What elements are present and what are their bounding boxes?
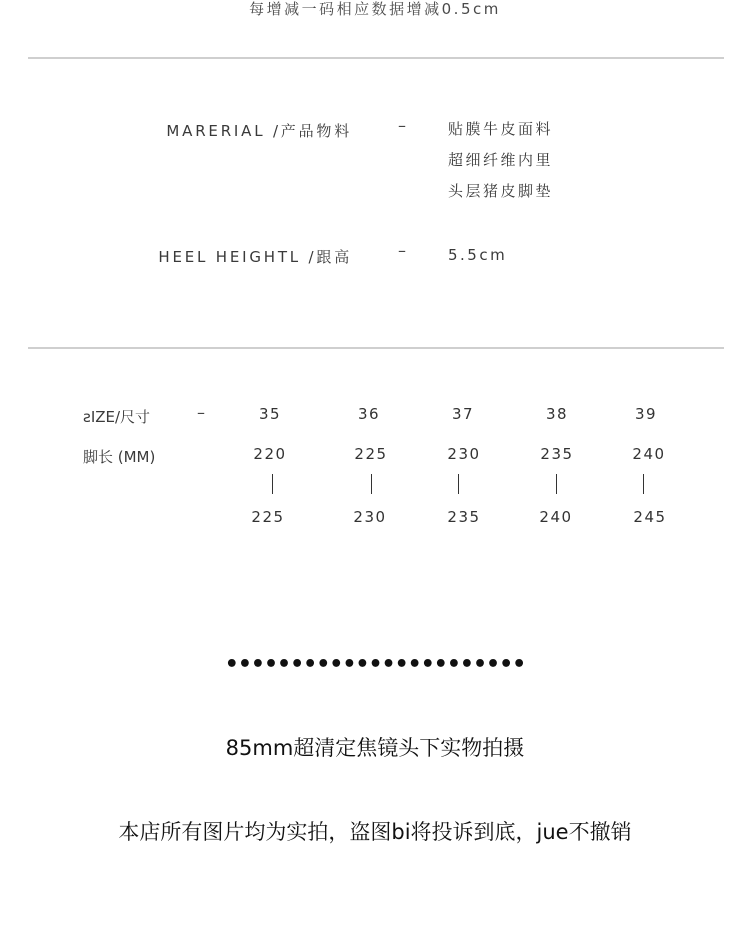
range-bar-35 bbox=[272, 474, 273, 494]
range-bar-38 bbox=[556, 474, 557, 494]
foot-max-39: 245 bbox=[633, 508, 667, 526]
divider-middle bbox=[28, 347, 724, 349]
range-bar-39 bbox=[643, 474, 644, 494]
size-38: 38 bbox=[545, 405, 569, 423]
foot-max-37: 235 bbox=[447, 508, 481, 526]
heel-height-value: 5.5cm bbox=[448, 246, 508, 264]
size-36: 36 bbox=[357, 405, 381, 423]
size-37: 37 bbox=[451, 405, 475, 423]
material-dash: – bbox=[398, 116, 406, 135]
size-dash: – bbox=[197, 403, 205, 422]
dotted-separator: ••••••••••••••••••••••• bbox=[224, 652, 526, 677]
material-label: MARERIAL /产品物料 bbox=[166, 122, 352, 140]
size-39: 39 bbox=[634, 405, 658, 423]
material-values bbox=[448, 114, 553, 207]
material-value-insole: 头层猪皮脚垫 bbox=[448, 182, 554, 200]
lens-caption: 85mm超清定焦镜头下实物拍摄 bbox=[225, 736, 525, 760]
size-label: ƨIZE/尺寸 bbox=[83, 408, 151, 426]
foot-min-38: 235 bbox=[540, 445, 574, 463]
foot-min-39: 240 bbox=[632, 445, 666, 463]
size-35: 35 bbox=[258, 405, 282, 423]
foot-max-35: 225 bbox=[251, 508, 285, 526]
foot-min-35: 220 bbox=[253, 445, 287, 463]
size-adjust-note: 每增减一码相应数据增减0.5cm bbox=[249, 0, 501, 18]
material-value-lining: 超细纤维内里 bbox=[448, 151, 554, 169]
divider-top bbox=[28, 57, 724, 59]
heel-height-label: HEEL HEIGHTL /跟高 bbox=[158, 248, 352, 266]
copyright-notice: 本店所有图片均为实拍，盗图bi将投诉到底，jue不撤销 bbox=[118, 820, 632, 844]
foot-length-label: 脚长 (MM) bbox=[83, 448, 156, 466]
heel-height-dash: – bbox=[398, 241, 406, 260]
range-bar-37 bbox=[458, 474, 459, 494]
foot-max-36: 230 bbox=[353, 508, 387, 526]
range-bar-36 bbox=[371, 474, 372, 494]
foot-max-38: 240 bbox=[539, 508, 573, 526]
foot-min-37: 230 bbox=[447, 445, 481, 463]
material-value-upper: 贴膜牛皮面料 bbox=[448, 120, 554, 138]
foot-min-36: 225 bbox=[354, 445, 388, 463]
